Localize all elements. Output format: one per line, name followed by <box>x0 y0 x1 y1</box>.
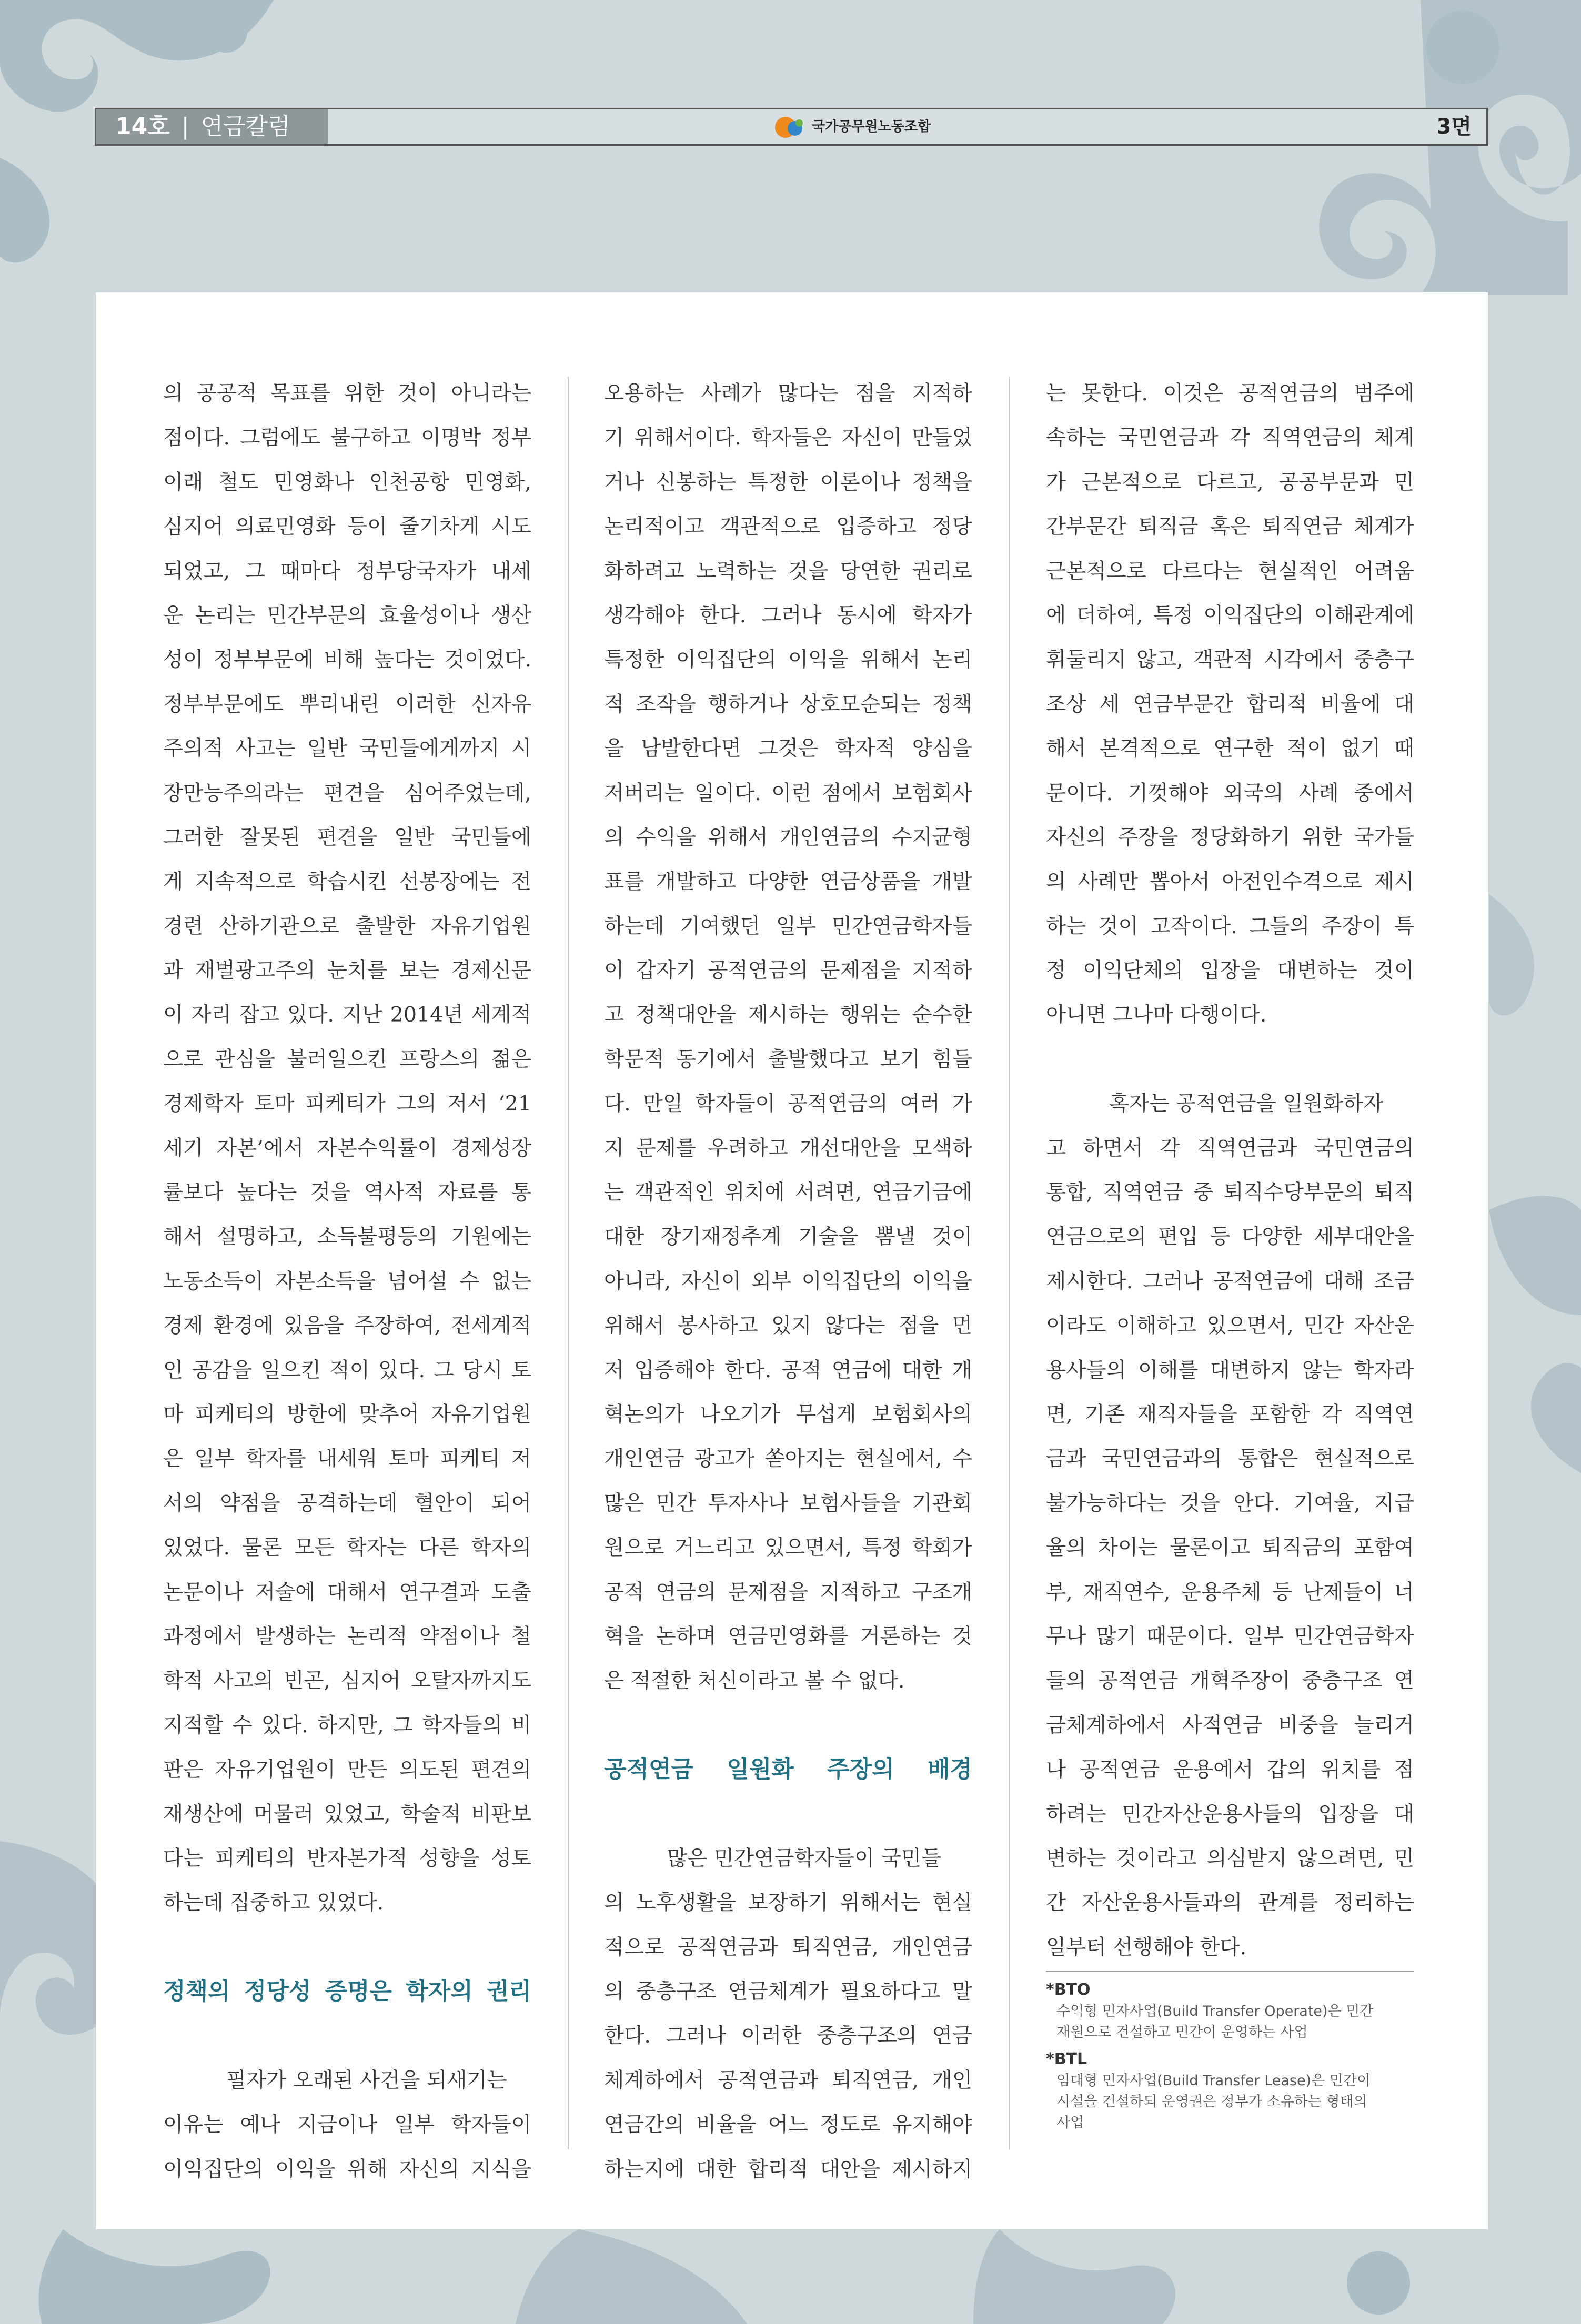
text-line: 저버리는 일이다. 이런 점에서 보험회사 <box>604 781 972 805</box>
column-divider <box>1009 377 1010 2149</box>
text-line: 필자가 오래된 사건을 되새기는 <box>226 2068 507 2093</box>
article-column-2 <box>604 371 972 2191</box>
footnote-line: 사업 <box>1056 2115 1084 2131</box>
text-line: 용사들의 이해를 대변하지 않는 학자라 <box>1046 1358 1414 1382</box>
text-line: 노동소득이 자본소득을 넘어설 수 없는 <box>163 1269 531 1294</box>
text-line: 게 지속적으로 학습시킨 선봉장에는 전 <box>163 870 531 894</box>
text-line: 서의 약점을 공격하는데 혈안이 되어 <box>163 1491 531 1515</box>
text-line: 하는지에 대한 합리적 대안을 제시하지 <box>604 2157 972 2181</box>
text-line: 저 입증해야 한다. 공적 연금에 대한 개 <box>604 1358 972 1382</box>
text-line: 고 하면서 각 직역연금과 국민연금의 <box>1046 1136 1414 1160</box>
text-line: 심지어 의료민영화 등이 줄기차게 시도 <box>163 514 531 539</box>
text-line: 휘둘리지 않고, 객관적 시각에서 중층구 <box>1046 648 1414 672</box>
article-column-3 <box>1046 371 1414 1969</box>
org-name: 국가공무원노동조합 <box>812 119 931 135</box>
text-line: 성이 정부부문에 비해 높다는 것이었다. <box>163 648 531 672</box>
text-line: 판은 자유기업원이 만든 의도된 편견의 <box>163 1757 531 1782</box>
text-line: 경제학자 토마 피케티가 그의 저서 ‘21 <box>163 1092 531 1116</box>
text-line: 정 이익단체의 입장을 대변하는 것이 <box>1046 958 1414 983</box>
text-line: 많은 민간 투자사나 보험사들을 기관회 <box>604 1491 972 1515</box>
text-line: 연금으로의 편입 등 다양한 세부대안을 <box>1046 1225 1414 1249</box>
text-line: 아니면 그나마 다행이다. <box>1046 1003 1267 1027</box>
text-line: 과정에서 발생하는 논리적 약점이나 철 <box>163 1624 531 1649</box>
text-line: 제시한다. 그러나 공적연금에 대해 조금 <box>1046 1269 1414 1294</box>
article-column-1 <box>163 371 531 2191</box>
text-line: 대한 장기재정추계 기술을 뽐낼 것이 <box>604 1225 972 1249</box>
text-line: 은 일부 학자를 내세워 토마 피케티 저 <box>163 1447 531 1471</box>
footnote-line: 임대형 민자사업(Build Transfer Lease)은 민간이 <box>1056 2073 1371 2089</box>
text-line: 하는데 집중하고 있었다. <box>163 1891 384 1915</box>
text-line: 의 수익을 위해서 개인연금의 수지균형 <box>604 825 972 850</box>
footnote-text <box>1046 2070 1414 2134</box>
text-line: 속하는 국민연금과 각 직역연금의 체계 <box>1046 426 1414 450</box>
text-line: 일부터 선행해야 한다. <box>1046 1935 1247 1959</box>
text-line: 원으로 거느리고 있으면서, 특정 학회가 <box>604 1535 972 1560</box>
text-line: 을 남발한다면 그것은 학자적 양심을 <box>604 736 972 761</box>
text-line: 이 자리 잡고 있다. 지난 2014년 세계적 <box>163 1003 531 1027</box>
text-line: 다는 피케티의 반자본가적 성향을 성토 <box>163 1846 531 1871</box>
text-line: 논문이나 저술에 대해서 연구결과 도출 <box>163 1580 531 1604</box>
text-line: 정부부문에도 뿌리내린 이러한 신자유 <box>163 692 531 716</box>
text-line: 지적할 수 있다. 하지만, 그 학자들의 비 <box>163 1713 531 1737</box>
issue-label <box>96 109 328 144</box>
text-line: 운 논리는 민간부문의 효율성이나 생산 <box>163 603 531 628</box>
text-line: 점이다. 그럼에도 불구하고 이명박 정부 <box>163 426 531 450</box>
text-line: 아니라, 자신이 외부 이익집단의 이익을 <box>604 1269 972 1294</box>
text-line: 불가능하다는 것을 안다. 기여율, 지급 <box>1046 1491 1414 1515</box>
text-line: 재생산에 머물러 있었고, 학술적 비판보 <box>163 1802 531 1826</box>
text-line: 생각해야 한다. 그러나 동시에 학자가 <box>604 603 972 628</box>
section-title: 연금칼럼 <box>200 113 290 140</box>
text-line: 다. 만일 학자들이 공적연금의 여러 가 <box>604 1092 972 1116</box>
footnote-line: 재원으로 건설하고 민간이 운영하는 사업 <box>1056 2024 1308 2040</box>
text-line: 근본적으로 다르다는 현실적인 어려움 <box>1046 559 1414 583</box>
text-line: 거나 신봉하는 특정한 이론이나 정책을 <box>604 470 972 494</box>
text-line: 조상 세 연금부문간 합리적 비율에 대 <box>1046 692 1414 716</box>
issue-number: 14호 <box>115 113 170 140</box>
text-line: 지 문제를 우려하고 개선대안을 모색하 <box>604 1136 972 1160</box>
text-line: 혁논의가 나오기가 무섭게 보험회사의 <box>604 1402 972 1427</box>
text-line: 율의 차이는 물론이고 퇴직금의 포함여 <box>1046 1535 1414 1560</box>
text-line: 개인연금 광고가 쏟아지는 현실에서, 수 <box>604 1447 972 1471</box>
text-line: 는 객관적인 위치에 서려면, 연금기금에 <box>604 1180 972 1205</box>
text-line: 변하는 것이라고 의심받지 않으려면, 민 <box>1046 1846 1414 1871</box>
text-line: 연금간의 비율을 어느 정도로 유지해야 <box>604 2113 972 2137</box>
footnotes <box>1046 1971 1414 2139</box>
text-line: 경련 산하기관으로 출발한 자유기업원 <box>163 914 531 938</box>
footnote-line: 수익형 민자사업(Build Transfer Operate)은 민간 <box>1056 2003 1374 2019</box>
text-line: 자신의 주장을 정당화하기 위한 국가들 <box>1046 825 1414 850</box>
text-line: 이유는 예나 지금이나 일부 학자들이 <box>163 2113 531 2137</box>
text-line: 의 공공적 목표를 위한 것이 아니라는 <box>163 381 531 406</box>
text-line: 주의적 사고는 일반 국민들에게까지 시 <box>163 736 531 761</box>
text-line: 문이다. 기껏해야 외국의 사례 중에서 <box>1046 781 1414 805</box>
text-line: 금과 국민연금과의 통합은 현실적으로 <box>1046 1447 1414 1471</box>
text-line: 혁을 논하며 연금민영화를 거론하는 것 <box>604 1624 972 1649</box>
text-line: 의 사례만 뽑아서 아전인수격으로 제시 <box>1046 870 1414 894</box>
article-panel <box>96 292 1488 2229</box>
section-heading: 공적연금 일원화 주장의 배경 <box>604 1756 972 1783</box>
text-line: 논리적이고 객관적으로 입증하고 정당 <box>604 514 972 539</box>
text-line: 통합, 직역연금 중 퇴직수당부문의 퇴직 <box>1046 1180 1414 1205</box>
text-line: 간부문간 퇴직금 혹은 퇴직연금 체계가 <box>1046 514 1414 539</box>
text-line: 마 피케티의 방한에 맞추어 자유기업원 <box>163 1402 531 1427</box>
text-line: 적 조작을 행하거나 상호모순되는 정책 <box>604 692 972 716</box>
column-1-body <box>163 371 531 1925</box>
page-number: 3면 <box>1436 115 1472 139</box>
text-line: 이익집단의 이익을 위해 자신의 지식을 <box>163 2157 531 2181</box>
text-line: 간 자산운용사들과의 관계를 정리하는 <box>1046 1891 1414 1915</box>
text-line: 에 더하여, 특정 이익집단의 이해관계에 <box>1046 603 1414 628</box>
text-line: 이라도 이해하고 있으면서, 민간 자산운 <box>1046 1313 1414 1338</box>
column-1-continuation <box>163 2058 531 2191</box>
text-line: 화하려고 노력하는 것을 당연한 권리로 <box>604 559 972 583</box>
text-line: 학적 사고의 빈곤, 심지어 오탈자까지도 <box>163 1669 531 1693</box>
footnote-label: *BTO <box>1046 1981 1091 1999</box>
text-line: 무나 많기 때문이다. 일부 민간연금학자 <box>1046 1624 1414 1649</box>
org-branding <box>774 109 931 144</box>
text-line: 이 갑자기 공적연금의 문제점을 지적하 <box>604 958 972 983</box>
text-line: 오용하는 사례가 많다는 점을 지적하 <box>604 381 972 406</box>
text-line: 의 중층구조 연금체계가 필요하다고 말 <box>604 1979 972 2004</box>
text-line: 의 노후생활을 보장하기 위해서는 현실 <box>604 1891 972 1915</box>
text-line: 체계하에서 공적연금과 퇴직연금, 개인 <box>604 2068 972 2093</box>
footnote-label: *BTL <box>1046 2050 1087 2068</box>
text-line: 으로 관심을 불러일으킨 프랑스의 젊은 <box>163 1047 531 1072</box>
text-line: 세기 자본’에서 자본수익률이 경제성장 <box>163 1136 531 1160</box>
text-line: 부, 재직연수, 운용주체 등 난제들이 너 <box>1046 1580 1414 1604</box>
text-line: 학문적 동기에서 출발했다고 보기 힘들 <box>604 1047 972 1072</box>
column-3-body <box>1046 371 1414 1037</box>
text-line: 인 공감을 일으킨 적이 있다. 그 당시 토 <box>163 1358 531 1382</box>
text-line: 위해서 봉사하고 있지 않다는 점을 먼 <box>604 1313 972 1338</box>
text-line: 률보다 높다는 것을 역사적 자료를 통 <box>163 1180 531 1205</box>
text-line: 가 근본적으로 다르고, 공공부문과 민 <box>1046 470 1414 494</box>
text-line: 많은 민간연금학자들이 국민들 <box>667 1846 942 1871</box>
text-line: 그러한 잘못된 편견을 일반 국민들에 <box>163 825 531 850</box>
column-divider <box>568 377 569 2149</box>
text-line: 면, 기존 재직자들을 포함한 각 직역연 <box>1046 1402 1414 1427</box>
header-separator: | <box>181 113 189 140</box>
text-line: 경제 환경에 있음을 주장하여, 전세계적 <box>163 1313 531 1338</box>
text-line: 표를 개발하고 다양한 연금상품을 개발 <box>604 870 972 894</box>
text-line: 는 못한다. 이것은 공적연금의 범주에 <box>1046 381 1414 406</box>
text-line: 해서 본격적으로 연구한 적이 없기 때 <box>1046 736 1414 761</box>
footnote-line: 시설을 건설하되 운영권은 정부가 소유하는 형태의 <box>1056 2094 1367 2110</box>
text-line: 있었다. 물론 모든 학자는 다른 학자의 <box>163 1535 531 1560</box>
text-line: 고 정책대안을 제시하는 행위는 순수한 <box>604 1003 972 1027</box>
text-line: 특정한 이익집단의 이익을 위해서 논리 <box>604 648 972 672</box>
text-line: 과 재벌광고주의 눈치를 보는 경제신문 <box>163 958 531 983</box>
column-2-body <box>604 371 972 1703</box>
text-line: 하는데 기여했던 일부 민간연금학자들 <box>604 914 972 938</box>
text-line: 나 공적연금 운용에서 갑의 위치를 점 <box>1046 1757 1414 1782</box>
page-header <box>95 108 1488 146</box>
union-logo-icon <box>774 113 808 142</box>
text-line: 은 적절한 처신이라고 볼 수 없다. <box>604 1669 905 1693</box>
section-heading: 정책의 정당성 증명은 학자의 권리 <box>163 1978 531 2005</box>
text-line: 한다. 그러나 이러한 중층구조의 연금 <box>604 2024 972 2048</box>
text-line: 들의 공적연금 개혁주장이 중층구조 연 <box>1046 1669 1414 1693</box>
text-line: 이래 철도 민영화나 인천공항 민영화, <box>163 470 531 494</box>
column-2-continuation <box>604 1836 972 2191</box>
text-line: 기 위해서이다. 학자들은 자신이 만들었 <box>604 426 972 450</box>
text-line: 금체계하에서 사적연금 비중을 늘리거 <box>1046 1713 1414 1737</box>
text-line: 하려는 민간자산운용사들의 입장을 대 <box>1046 1802 1414 1826</box>
text-line: 하는 것이 고작이다. 그들의 주장이 특 <box>1046 914 1414 938</box>
text-line: 장만능주의라는 편견을 심어주었는데, <box>163 781 531 805</box>
footnote-text <box>1046 2001 1414 2043</box>
column-3-continuation <box>1046 1082 1414 1969</box>
text-line: 공적 연금의 문제점을 지적하고 구조개 <box>604 1580 972 1604</box>
text-line: 해서 설명하고, 소득불평등의 기원에는 <box>163 1225 531 1249</box>
text-line: 되었고, 그 때마다 정부당국자가 내세 <box>163 559 531 583</box>
text-line: 적으로 공적연금과 퇴직연금, 개인연금 <box>604 1935 972 1959</box>
text-line: 혹자는 공적연금을 일원화하자 <box>1109 1092 1384 1116</box>
